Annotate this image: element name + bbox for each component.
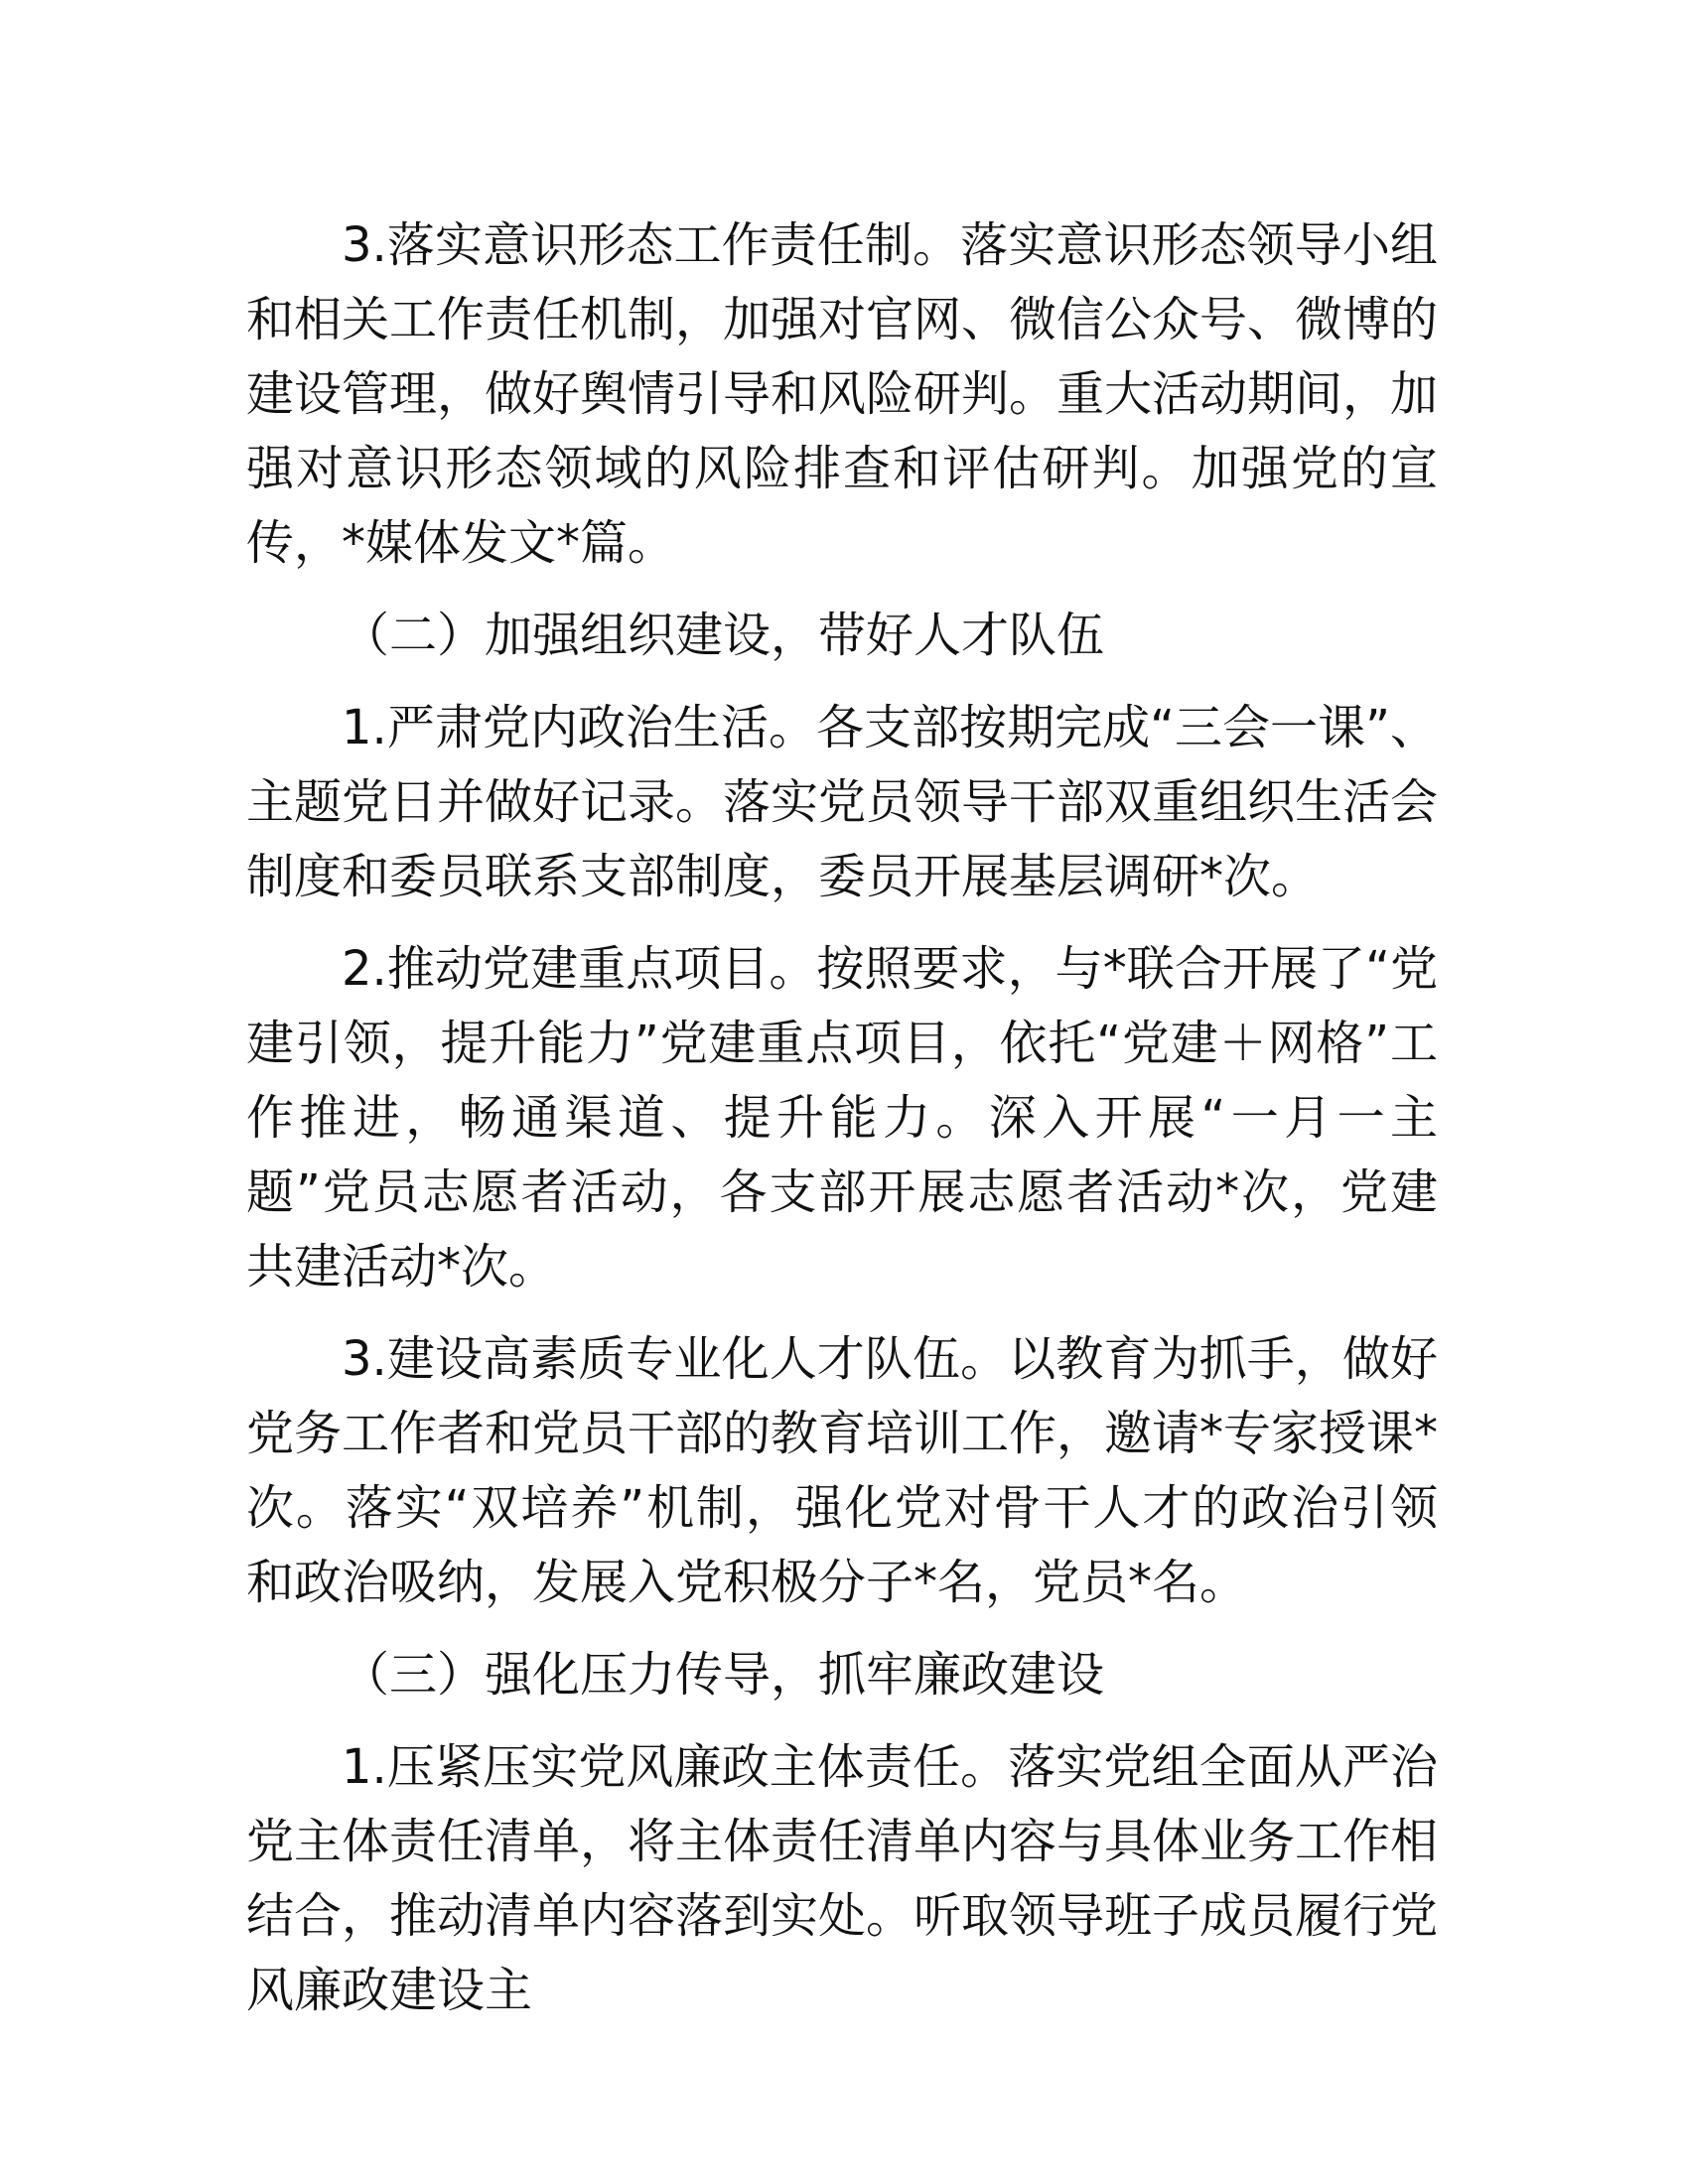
section-heading-integrity: （三）强化压力传导，抓牢廉政建设 [342,1647,1105,1703]
paragraph-talent-team: 3.建设高素质专业化人才队伍。以教育为抓手，做好党务工作者和党员干部的教育培训工作，邀请*专家授课*次。落实“双培养”机制，强化党对骨干人才的政治引领和政治吸纳，发展入党积极分子*名，党员*名。 [246,1331,1439,1610]
paragraph-integrity-responsibility: 1.压紧压实党风廉政主体责任。落实党组全面从严治党主体责任清单，将主体责任清单内容与具体业务工作相结合，推动清单内容落到实处。听取领导班子成员履行党风廉政建设主 [246,1739,1439,2018]
section-heading-organization: （二）加强组织建设，带好人才队伍 [342,608,1105,663]
paragraph-party-life: 1.严肃党内政治生活。各支部按期完成“三会一课”、主题党日并做好记录。落实党员领导干部双重组织生活会制度和委员联系支部制度，委员开展基层调研*次。 [246,700,1439,904]
paragraph-ideology-responsibility: 3.落实意识形态工作责任制。落实意识形态领导小组和相关工作责任机制，加强对官网、微信公众号、微博的建设管理，做好舆情引导和风险研判。重大活动期间，加强对意识形态领域的风险排查和评估研判。加强党的宣传，*媒体发文*篇。 [246,217,1439,571]
document-body [246,208,1438,2028]
paragraph-key-projects: 2.推动党建重点项目。按照要求，与*联合开展了“党建引领，提升能力”党建重点项目，依托“党建＋网格”工作推进，畅通渠道、提升能力。深入开展“一月一主题”党员志愿者活动，各支部开展志愿者活动*次，党建共建活动*次。 [246,941,1438,1295]
